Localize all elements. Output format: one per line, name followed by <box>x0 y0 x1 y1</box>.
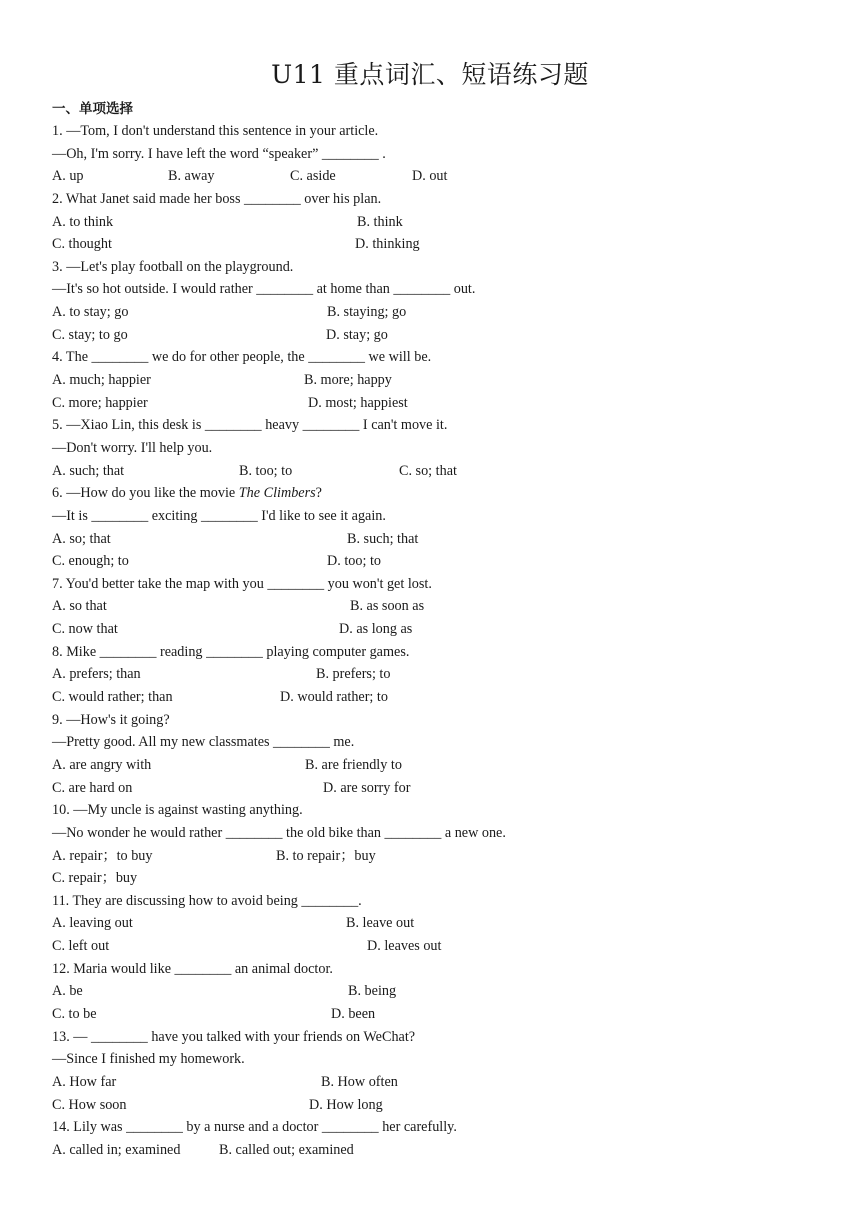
option-a[interactable]: A. called in; examined <box>52 1141 181 1158</box>
option-c[interactable]: C. left out <box>52 938 110 955</box>
option-a[interactable]: A. are angry with <box>52 756 152 773</box>
question-3-stem: 3. —Let's play football on the playground. <box>52 258 294 275</box>
option-a[interactable]: A. leaving out <box>52 915 133 932</box>
section-heading: 一、单项选择 <box>52 101 133 117</box>
question-4-stem: 4. The ________ we do for other people, the ________ we will be. <box>52 349 432 366</box>
question-9-stem: 9. —How's it going? <box>52 711 170 728</box>
page-title: U11 重点词汇、短语练习题 <box>271 60 589 89</box>
question-7-options-row2 <box>52 618 832 641</box>
question-7-stem: 7. You'd better take the map with you ________ you won't get lost. <box>52 575 432 592</box>
question-9-reply: —Pretty good. All my new classmates ________ me. <box>52 734 355 751</box>
option-a[interactable]: A. much; happier <box>52 372 151 389</box>
option-c[interactable]: C. would rather; than <box>52 689 173 706</box>
option-b[interactable]: B. more; happy <box>304 372 392 389</box>
question-3-options-row1 <box>52 301 832 324</box>
question-10-stem: 10. —My uncle is against wasting anything. <box>52 802 303 819</box>
option-a[interactable]: A. so; that <box>52 530 111 547</box>
question-12-options-row1 <box>52 980 832 1003</box>
question-5-reply: —Don't worry. I'll help you. <box>52 439 213 456</box>
option-b[interactable]: B. staying; go <box>327 304 407 321</box>
question-6-options-row2 <box>52 550 832 573</box>
option-b[interactable]: B. away <box>168 168 215 185</box>
option-b[interactable]: B. prefers; to <box>316 666 391 683</box>
option-d[interactable]: D. are sorry for <box>323 779 411 796</box>
option-a[interactable]: A. to think <box>52 213 114 230</box>
option-c[interactable]: C. so; that <box>399 462 457 479</box>
question-list <box>52 120 832 1161</box>
question-3-reply: —It's so hot outside. I would rather ________ at home than ________ out. <box>52 281 476 298</box>
option-a[interactable]: A. up <box>52 168 84 185</box>
question-8-options-row2 <box>52 686 832 709</box>
option-d[interactable]: D. thinking <box>355 236 420 253</box>
question-6-stem <box>52 482 832 505</box>
option-b[interactable]: B. too; to <box>239 462 293 479</box>
question-5-stem: 5. —Xiao Lin, this desk is ________ heavy ________ I can't move it. <box>52 417 448 434</box>
option-c[interactable]: C. are hard on <box>52 779 133 796</box>
option-a[interactable]: A. be <box>52 983 83 1000</box>
question-11-stem: 11. They are discussing how to avoid being ________. <box>52 892 362 909</box>
question-12-options-row2 <box>52 1003 832 1026</box>
question-4-options-row2 <box>52 392 832 415</box>
option-b[interactable]: B. being <box>348 983 397 1000</box>
option-c[interactable]: C. now that <box>52 621 118 638</box>
question-2-options-row1 <box>52 211 832 234</box>
question-1-options <box>52 165 832 188</box>
question-10-options-row1 <box>52 845 832 868</box>
option-d[interactable]: D. too; to <box>327 553 381 570</box>
option-a[interactable]: A. to stay; go <box>52 304 129 321</box>
question-13-options-row1 <box>52 1071 832 1094</box>
option-a[interactable]: A. repair；to buy <box>52 847 153 864</box>
question-9-options-row1 <box>52 754 832 777</box>
question-11-options-row2 <box>52 935 832 958</box>
question-4-options-row1 <box>52 369 832 392</box>
question-1-reply: —Oh, I'm sorry. I have left the word “speaker” ________ . <box>52 145 386 162</box>
question-8-stem: 8. Mike ________ reading ________ playing computer games. <box>52 643 410 660</box>
option-a[interactable]: A. prefers; than <box>52 666 141 683</box>
option-c[interactable]: C. aside <box>290 168 336 185</box>
question-10-reply: —No wonder he would rather ________ the old bike than ________ a new one. <box>52 824 506 841</box>
question-2-stem: 2. What Janet said made her boss ________ over his plan. <box>52 190 382 207</box>
option-b[interactable]: B. leave out <box>346 915 415 932</box>
option-b[interactable]: B. such; that <box>347 530 419 547</box>
option-d[interactable]: D. would rather; to <box>280 689 388 706</box>
option-c[interactable]: C. stay; to go <box>52 326 128 343</box>
question-14-stem: 14. Lily was ________ by a nurse and a doctor ________ her carefully. <box>52 1119 457 1136</box>
question-14-options <box>52 1139 832 1162</box>
question-5-options <box>52 460 832 483</box>
option-b[interactable]: B. How often <box>321 1073 398 1090</box>
option-a[interactable]: A. How far <box>52 1073 117 1090</box>
option-b[interactable]: B. are friendly to <box>305 756 402 773</box>
option-c[interactable]: C. How soon <box>52 1096 127 1113</box>
question-6-options-row1 <box>52 528 832 551</box>
option-b[interactable]: B. as soon as <box>350 598 425 615</box>
question-9-options-row2 <box>52 777 832 800</box>
question-1-stem: 1. —Tom, I don't understand this sentence in your article. <box>52 123 379 139</box>
question-13-reply: —Since I finished my homework. <box>52 1051 245 1068</box>
option-d[interactable]: D. been <box>331 1005 376 1022</box>
option-d[interactable]: D. as long as <box>339 621 413 638</box>
question-mark: ? <box>315 485 322 502</box>
question-13-stem: 13. — ________ have you talked with your friends on WeChat? <box>52 1028 416 1045</box>
option-a[interactable]: A. such; that <box>52 462 125 479</box>
question-12-stem: 12. Maria would like ________ an animal doctor. <box>52 960 333 977</box>
option-c[interactable]: C. to be <box>52 1005 97 1022</box>
question-8-options-row1 <box>52 663 832 686</box>
option-c[interactable]: C. repair；buy <box>52 870 138 887</box>
option-d[interactable]: D. most; happiest <box>308 394 408 411</box>
question-10-options-row2 <box>52 867 832 890</box>
question-2-options-row2 <box>52 233 832 256</box>
question-13-options-row2 <box>52 1094 832 1117</box>
option-d[interactable]: D. out <box>412 168 448 185</box>
option-d[interactable]: D. leaves out <box>367 938 442 955</box>
option-d[interactable]: D. stay; go <box>326 326 388 343</box>
option-b[interactable]: B. called out; examined <box>219 1141 354 1158</box>
option-c[interactable]: C. thought <box>52 236 112 253</box>
option-c[interactable]: C. enough; to <box>52 553 129 570</box>
question-6-text: 6. —How do you like the movie <box>52 485 239 502</box>
question-3-options-row2 <box>52 324 832 347</box>
option-d[interactable]: D. How long <box>309 1096 383 1113</box>
movie-title: The Climbers <box>238 485 316 502</box>
option-b[interactable]: B. to repair；buy <box>276 847 376 864</box>
option-b[interactable]: B. think <box>357 213 403 230</box>
question-6-reply: —It is ________ exciting ________ I'd like to see it again. <box>52 507 386 524</box>
question-7-options-row1 <box>52 595 832 618</box>
question-11-options-row1 <box>52 912 832 935</box>
option-a[interactable]: A. so that <box>52 598 107 615</box>
option-c[interactable]: C. more; happier <box>52 394 148 411</box>
